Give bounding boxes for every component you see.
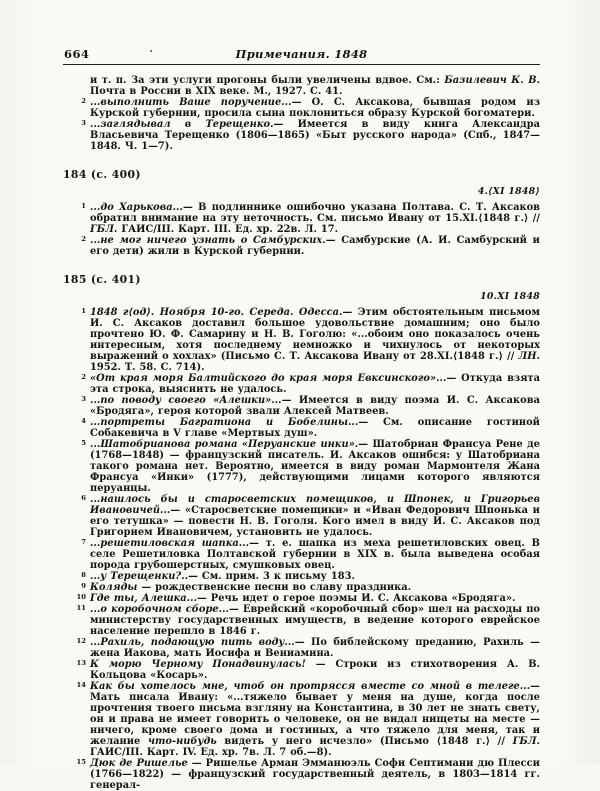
note-segment: что-нибудь (147, 736, 217, 747)
note (76, 603, 540, 637)
note-segment: . ГАИС/III. Карт. III. Ед. хр. 22в. Л. 17. (113, 224, 339, 235)
note-segment: Речь идет о герое поэмы И. С. Аксакова «Бродяга». (206, 593, 516, 604)
running-title: Примечания. 1848 (235, 47, 368, 61)
note-segment: ГБЛ (512, 736, 537, 747)
note (81, 306, 540, 373)
note-segment: видеть у него исчезло» (Письмо ⟨1848 г.⟩ // (216, 736, 513, 747)
note-marker: 7 (81, 537, 86, 546)
note-segment: См. прим. 3 к письму 183. (197, 571, 355, 582)
note (81, 416, 540, 439)
note-segment: Откуда взята эта строка, выяснить не удалось. (90, 373, 540, 395)
note-marker: 13 (76, 658, 86, 667)
note-segment: В подлиннике ошибочно указана Полтава. С. Т. Аксаков обратил внимание на эту неточность. См. письмо Ивану от 15.XI.⟨1848 г.⟩ // (90, 202, 541, 224)
note (81, 493, 540, 538)
section-date: 10.XI 1848 (480, 291, 540, 302)
note-segment: . 1952. Т. 58. С. 714). (90, 351, 540, 373)
note-segment: ...у Терещенки?..— (90, 571, 198, 582)
note-segment: — рождественские песни во славу праздника. (137, 582, 412, 593)
note-segment: Шатобриан Франсуа Рене де (1768—1848) — французский писатель. И. Аксаков ошибся: у Шатобриана такого романа нет. Вероятно, имеется в виду роман Мармонтеля Жана Франсуа «Инки» (1777), действующими лицами которого являются перуанцы. (90, 439, 540, 494)
note (81, 394, 540, 417)
note-segment: См. описание гостиной Собакевича в V главе «Мертвых душ». (90, 417, 540, 439)
note (76, 592, 540, 604)
note-segment: Имеется в виду поэма И. С. Аксакова «Бродяга», героя которой звали Алексей Матвеев. (90, 395, 540, 417)
note-marker: 1 (81, 306, 86, 315)
note (81, 581, 540, 593)
section-date: 4.⟨XI 1848⟩ (477, 186, 540, 197)
note-segment: Мать писала Ивану: «...тяжело бывает у меня на душе, когда после прочтения твоего письма взгляну на Константина, в 30 лет не знать свету, он и права не имеет говорить о человеке, он не видал нищеты на месте — ничего, кроме своего дома и гостиных, а что тяжело для меня, так и желание (90, 692, 540, 747)
note-segment: Коляды (90, 582, 138, 593)
note-segment: Как бы хотелось мне, чтоб он протрясся вместе со мной в телеге...— (90, 681, 540, 692)
note-marker: 3 (81, 118, 86, 127)
note-marker: 3 (81, 394, 86, 403)
note (81, 537, 541, 571)
note-segment: ГБЛ (90, 224, 114, 235)
notes-section (63, 274, 540, 791)
note-marker: 6 (81, 493, 86, 502)
note-marker: 9 (81, 581, 86, 590)
note (81, 234, 540, 257)
page-header (63, 0, 540, 61)
note (81, 118, 540, 152)
note-marker: 14 (76, 680, 86, 689)
note-segment: ...нашлось бы и старосветских помещиков, и Шпонек, и Григорьев Ивановичей...— (90, 494, 540, 516)
note-segment: т. е. шапка из меха решетиловских овец. В селе Решетиловка Полтавской губернии в XIX в. была выведена особая порода грубошерстных, смушковых овец. (90, 538, 541, 571)
note-segment: «От края моря Балтийского до края моря Евксинского»...— (90, 373, 457, 384)
section-notes (63, 75, 540, 152)
note-segment: ...не мог ничего узнать о Самбурских.— (90, 235, 336, 246)
note-segment: Имеется в виду книга Александра Власьевича Терещенко (1806—1865) «Быт русского народа» (Спб., 1847—1848. Ч. 1—7). (90, 119, 540, 152)
note (76, 636, 540, 659)
note-segment: Почта в России в XIX веке. М., 1927. С. 41. (90, 86, 343, 97)
note-marker: 5 (81, 438, 86, 447)
note-segment: Самбурские (А. И. Самбурский и его дети) жили в Курской губернии. (90, 235, 540, 257)
notes-content (63, 75, 540, 791)
note-marker: 10 (76, 592, 86, 601)
note-segment: . ГАИС/III. Карт. IV. Ед. хр. 7в. Л. 7 об.—8). (90, 736, 540, 758)
notes-section (63, 169, 540, 257)
note (90, 75, 540, 97)
note-segment: ...выполнить Ваше поручение...— (90, 97, 302, 108)
note-segment: ...решетиловская шапка...— (90, 538, 259, 549)
section-notes (63, 202, 540, 257)
note-segment: и т. п. За эти услуги прогоны были увеличены вдвое. См.: (90, 75, 445, 86)
note (76, 680, 540, 758)
note (76, 658, 540, 681)
section-notes (63, 307, 540, 791)
note-segment: Этим обстоятельным письмом И. С. Аксаков доставил большое удовольствие домашним; оно было прочтено Ю. Ф. Самарину и Н. В. Гоголю: «...обоим оно показалось очень интересным, хотя последнему немножко и чихнулось от некоторых выражений о хохлах» (Письмо С. Т. Аксакова Ивану от 28.XI.⟨1848 г.⟩ // (90, 307, 540, 362)
note (81, 438, 540, 494)
note (81, 96, 540, 119)
note-segment: ...Шатобрианова романа «Перуанские инки».— (90, 439, 369, 450)
notes-section (63, 75, 540, 152)
note-segment: ...о коробочном сборе...— (90, 604, 239, 615)
note-segment: ...Рахиль, подающую пить воду...— (90, 637, 305, 648)
note-segment: Дюк де Ришелье (90, 758, 188, 769)
note-marker: 2 (81, 234, 86, 243)
note-marker: 2 (81, 96, 86, 105)
note (81, 201, 541, 235)
note-marker: 4 (81, 416, 86, 425)
note-segment: 1848 г⟨од⟩. Ноября 10-го. Середа. Одесса.— (90, 307, 353, 318)
note-segment: ...по поводу своего «Алешки»...— (90, 395, 292, 406)
note (76, 757, 540, 791)
note-segment: О. С. Аксакова, бывшая родом из Курской губернии, просила сына поклониться образу Курской богоматери. (90, 97, 540, 119)
note-segment: ...заглядывал в Терещенко.— (90, 119, 284, 130)
note-segment: — Ришелье Арман Эмманюэль Софи Септимани дю Плесси (1766—1822) — французский государственный деятель, в 1803—1814 гг. генерал- (90, 758, 540, 791)
note-segment: — Строки из стихотворения А. В. Кольцова «Косарь». (90, 659, 540, 681)
note-segment: «Старосветские помещики» и «Иван Федорович Шпонька и его тетушка» — повести Н. В. Гоголя. Кого имел в виду И. С. Аксаков под Григорием Ивановичем, установить не удалось. (90, 505, 540, 538)
header-rule (63, 64, 540, 65)
note (81, 570, 540, 582)
note (81, 372, 540, 395)
note-marker: 8 (81, 570, 86, 579)
note-segment: Базилевич К. В. (444, 75, 540, 86)
note-segment: ...портреты Багратиона и Бобелины...— (90, 417, 369, 428)
note-segment: ...до Харькова...— (90, 202, 193, 213)
page-number: 664 (64, 47, 90, 61)
note-segment: По библейскому преданию, Рахиль — жена Иакова, мать Иосифа и Вениамина. (90, 637, 540, 659)
note-marker: 11 (76, 603, 86, 612)
note-marker: 15 (76, 757, 86, 766)
section-heading: 184 (с. 400) (63, 168, 141, 181)
note-marker: 12 (76, 636, 86, 645)
page-content (63, 0, 540, 791)
note-segment: ЛН (518, 351, 537, 362)
note-marker: 1 (81, 201, 86, 210)
section-heading: 185 (с. 401) (63, 273, 141, 286)
note-marker: 2 (81, 372, 86, 381)
note-segment: Еврейский «коробочный сбор» шел на расходы по министерству государственных имуществ, в ведение которого еврейское население перешло в 1846 г. (90, 604, 540, 637)
note-segment: Где ты, Алешка...— (90, 593, 207, 604)
note-segment: К морю Черному Понадвинулась! (90, 659, 306, 670)
